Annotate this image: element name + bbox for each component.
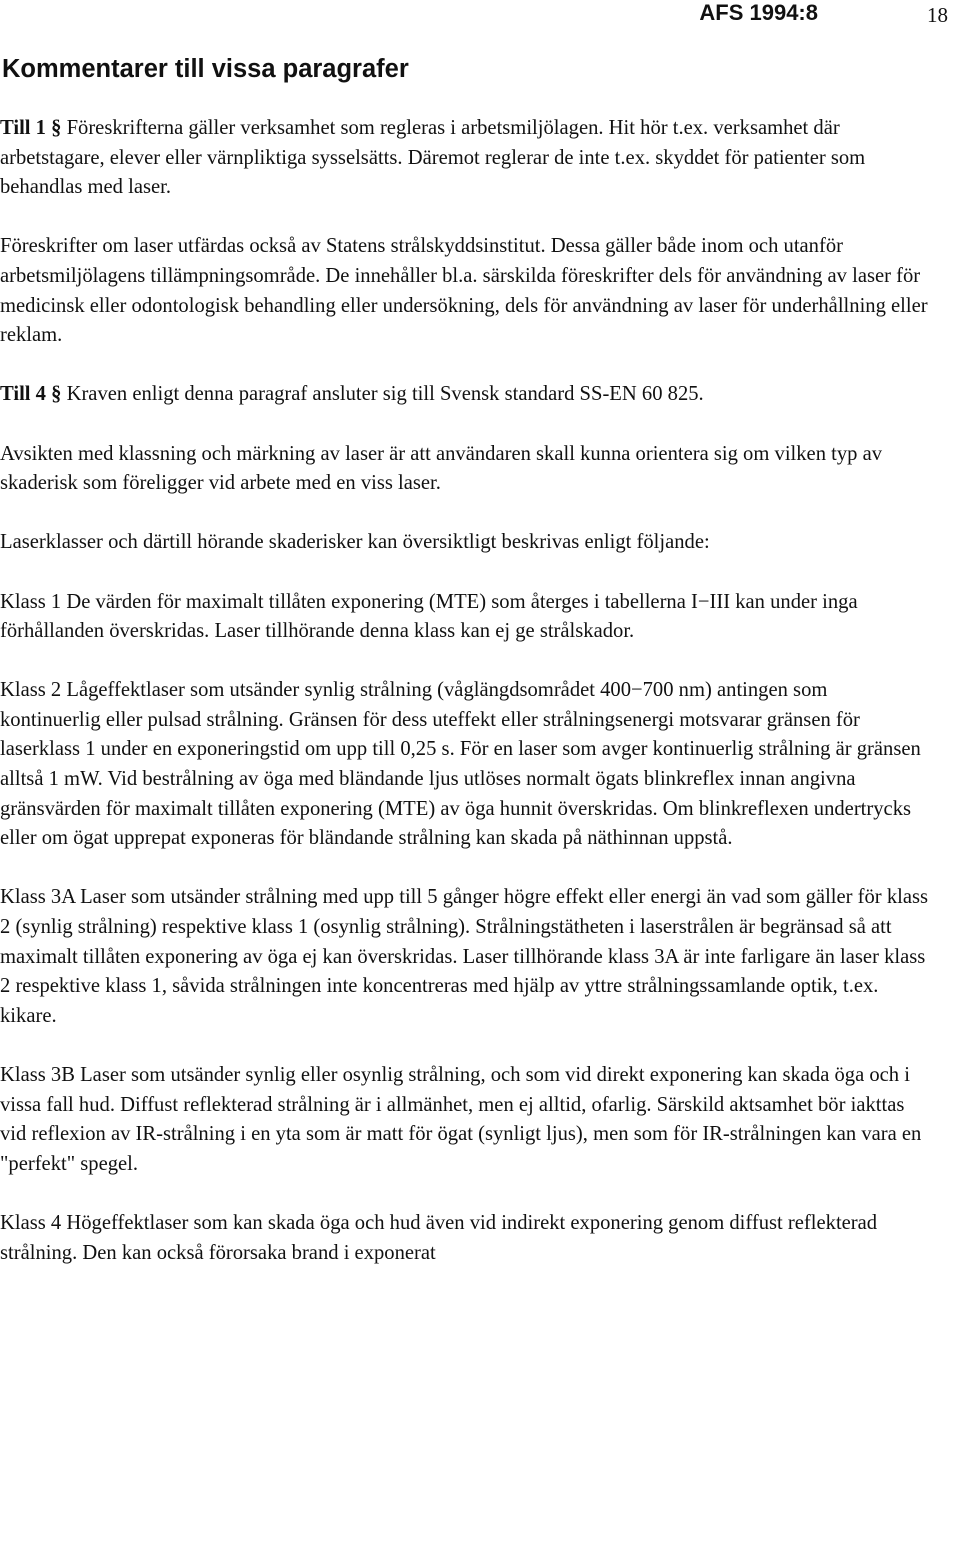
class-description: Laser som utsänder synlig eller osynlig strålning, och som vid direkt exponering kan skada öga och i vissa fall hud. Diffust reflekterad strålning är i allmänhet, men ej alltid, ofarlig. Särskild aktsamhet bör iakttas vid reflexion av IR-strålning i en yta som är matt för ögat (synligt ljus), men som för IR-strålningen kan vara en "perfekt" spegel. — [0, 1064, 922, 1175]
class-term: Klass 3A — [0, 886, 75, 909]
paragraph-reference: Till 4 § — [0, 383, 62, 406]
paragraph-purpose — [0, 440, 930, 499]
section-title: Kommentarer till vissa paragrafer — [2, 55, 409, 83]
laser-class-3b — [0, 1061, 930, 1179]
class-description: Högeffektlaser som kan skada öga och hud även vid indirekt exponering genom diffust reflekterad strålning. Den kan också förorsaka brand i exponerat — [0, 1211, 878, 1264]
laser-class-3a — [0, 883, 930, 1031]
laser-class-1 — [0, 588, 930, 647]
paragraph-text: Föreskrifterna gäller verksamhet som regleras i arbetsmiljölagen. Hit hör t.ex. verksamhet där arbetstagare, elever eller värnpliktiga sysselsätts. Däremot reglerar de inte t.ex. skyddet för patienter som behandlas med laser. — [0, 117, 866, 199]
class-term: Klass 2 — [0, 679, 62, 702]
class-description: Lågeffektlaser som utsänder synlig strålning (våglängdsområdet 400−700 nm) antingen som kontinuerlig eller pulsad strålning. Gränsen för dess uteffekt eller strålningsenergi motsvarar gränsen för laserklass 1 under en exponeringstid om upp till 0,25 s. För en laser som avger kontinuerlig strålning är gränsen alltså 1 mW. Vid bestrålning av öga med bländande ljus utlöses normalt ögats blinkreflex innan angivna gränsvärden för maximalt tillåten exponering (MTE) av öga hunnit överskridas. Om blinkreflexen undertrycks eller om ögat upprepat exponeras för bländande strålning kan skada på näthinnan uppstå. — [0, 679, 921, 850]
class-description: Laser som utsänder strålning med upp till 5 gånger högre effekt eller energi än vad som gäller för klass 2 (synlig strålning) respektive klass 1 (osynlig strålning). Strålningstätheten i laserstrålen är begränsad så att maximalt tillåten exponering av öga ej kan överskridas. Laser tillhörande klass 3A är inte farligare än laser klass 2 respektive klass 1, såvida strålningen inte koncentreras med hjälp av yttre strålningssamlande optik, t.ex. kikare. — [0, 886, 929, 1027]
paragraph-till-1 — [0, 114, 930, 203]
page-header — [0, 0, 960, 28]
laser-class-2 — [0, 676, 930, 854]
paragraph-text: Kraven enligt denna paragraf ansluter sig till Svensk standard SS-EN 60 825. — [61, 383, 704, 406]
paragraph-text: Föreskrifter om laser utfärdas också av Statens strålskyddsinstitut. Dessa gäller både inom och utanför arbetsmiljölagens tillämpningsområde. De innehåller bl.a. särskilda föreskrifter dels för användning av laser för medicinsk eller odontologisk behandling eller undersökning, dels för användning av laser för underhållning eller reklam. — [0, 235, 928, 347]
paragraph-ssi — [0, 232, 930, 350]
paragraph-text: Laserklasser och därtill hörande skaderisker kan översiktligt beskrivas enligt följande: — [0, 531, 710, 554]
class-term: Klass 3B — [0, 1064, 75, 1086]
page-number: 18 — [927, 3, 948, 27]
class-description: De värden för maximalt tillåten exponering (MTE) som återges i tabellerna I−III kan under inga förhållanden överskridas. Laser tillhörande denna klass kan ej ge strålskador. — [0, 590, 858, 643]
paragraph-intro-classes — [0, 528, 930, 558]
class-term: Klass 1 — [0, 590, 62, 613]
document-id: AFS 1994:8 — [699, 0, 818, 25]
paragraph-reference: Till 1 § — [0, 117, 62, 139]
document-body — [0, 114, 930, 1298]
paragraph-till-4 — [0, 380, 930, 410]
laser-class-4 — [0, 1209, 930, 1268]
paragraph-text: Avsikten med klassning och märkning av laser är att användaren skall kunna orientera sig om vilken typ av skaderisk som föreligger vid arbete med en viss laser. — [0, 442, 883, 495]
class-term: Klass 4 — [0, 1211, 62, 1234]
